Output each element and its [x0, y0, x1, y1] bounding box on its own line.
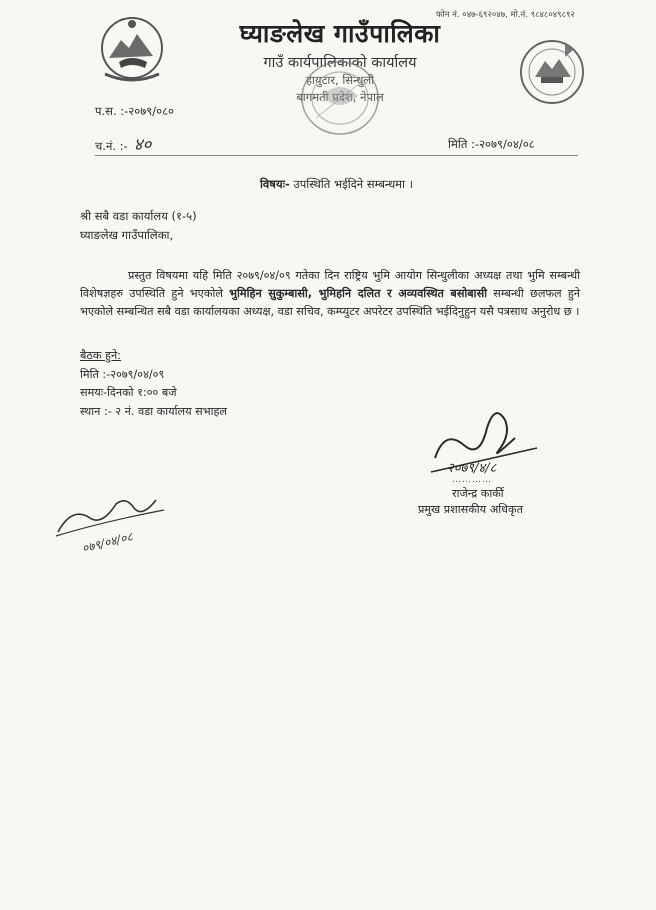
letter-body — [80, 267, 580, 321]
body-text-1: प्रस्तुत विषयमा यहि मिति २०७९/०४/०९ गतेका दिन राष्ट्रिय भुमि आयोग सिन्धुलीका अध्यक्ष तथा भुमि सम्बन्धी विशेषज्ञहरु उपस्थिति हुने भएकोले — [80, 269, 580, 300]
signature-scribble — [425, 398, 545, 480]
municipality-logo-icon — [517, 37, 587, 107]
meeting-details — [80, 347, 227, 421]
meeting-date: मिति :-२०७९/०४/०९ — [80, 367, 165, 381]
office-name: गाउँ कार्यपालिकाको कार्यालय — [263, 55, 417, 71]
subject-text: उपस्थिति भईदिने सम्बन्धमा । — [293, 177, 414, 191]
body-text-2: सम्बन्धी छलफल हुने भएकोले सम्बन्धित सबै वडा कार्यालयका अध्यक्ष, वडा सचिव, कम्प्युटर अपरेटर उपस्थिति भईदिनुहुन यसै पत्रसाथ अनुरोध छ । — [80, 287, 580, 318]
meeting-time: समयः-दिनको १:०० बजे — [80, 386, 177, 399]
signature-dots: ………… — [452, 475, 492, 485]
official-seal-stamp — [296, 56, 384, 138]
dispatch-number — [95, 132, 151, 155]
office-location: हायुटार, सिन्धुली — [305, 73, 375, 87]
signatory-title: प्रमुख प्रशासकीय अधिकृत — [418, 503, 524, 516]
meeting-heading: बैठक हुने: — [80, 349, 121, 362]
subject-label: विषयः- — [259, 177, 290, 191]
meeting-place: स्थान :- २ नं. वडा कार्यालय सभाहल — [80, 404, 228, 418]
letter-date: मिति :-२०७९/०४/०८ — [448, 137, 535, 151]
recipient-line-2: घ्याङलेख गाउँपालिका, — [80, 228, 174, 242]
contact-line: फोन नं. ०४७-६९२०४७, मो.नं. ९८४८०४९८९२ — [436, 10, 575, 20]
receipt-date: ०७९/०४/०८ — [80, 529, 135, 556]
municipality-title: घ्याङलेख गाउँपालिका — [239, 19, 441, 48]
reference-number: प.स. :-२०७९/०८० — [95, 104, 175, 118]
body-bold-text: भुमिहिन सुकुम्बासी, भुमिहनि दलित र अव्यवस्थित बसोबासी — [229, 287, 488, 300]
recipient-line-1: श्री सबै वडा कार्यालय (१-५) — [80, 209, 197, 223]
office-province: बागमती प्रदेश, नेपाल — [296, 90, 384, 104]
header-divider — [95, 155, 578, 156]
dispatch-label: च.नं. :- — [95, 139, 128, 153]
dispatch-value: ४० — [133, 135, 152, 155]
signatory-name: राजेन्द्र कार्की — [452, 487, 504, 500]
subject-line — [95, 177, 578, 192]
signature-date-text: २०७९/४/८ — [447, 461, 497, 476]
